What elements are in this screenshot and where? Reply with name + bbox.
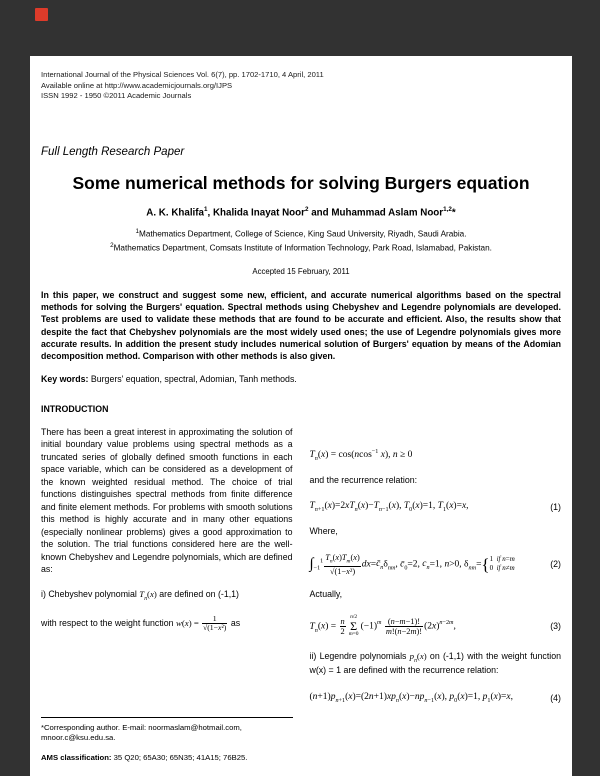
equation-content: $T_n(x)$ = $\frac{n}{2}$ n/2 Σ m=0 $(-1)^m$ $\frac{(n-m-1)!}{m!(n-2m)!}$ $(2x)^{n-2m}$, <box>309 614 456 638</box>
abstract-text: In this paper, we construct and suggest some new, efficient, and accurate numerical algorithms based on the spectral methods for solving the Burgers' equation. Spectral methods using Chebyshev and Legendre polynomials are developed. Test problems are used to validate these methods that are found to be accurate and efficient. Also, the results show that despite the fact that Chebyshev polynomials are the most widely used ones; the use of Legendre polynomials gives more accurate results. In addition the present study includes numerical solution of Burgers' equation by means of the Adomian decomposition method. Comparison with other methods is also given. <box>41 290 561 361</box>
left-column <box>41 404 293 776</box>
ams-text: 35 Q20; 65A30; 65N35; 41A15; 76B25. <box>111 753 248 763</box>
keywords-text: Burgers' equation, spectral, Adomian, Tanh methods. <box>88 373 297 384</box>
keywords-label: Key words: <box>41 373 89 384</box>
equation-3 <box>310 615 562 637</box>
actually-text: Actually, <box>309 588 343 599</box>
recurrence-intro-text: and the recurrence relation: <box>309 475 418 485</box>
equation-content: $T_n(x) = \cos(ncos^{-1}$ x), n ≥ 0 <box>309 448 413 462</box>
equation-number: (4) <box>550 692 561 703</box>
journal-volume-line: International Journal of the Physical Sciences Vol. 6(7), pp. 1702-1710, 4 April, 2011 <box>41 70 324 79</box>
legendre-item-text: ii) Legendre polynomials $p_n(x)$ on (-1,1) with the weight function w(x) = 1 are defined with the recurrence relation: <box>309 650 561 676</box>
authors-line: A. K. Khalifa$^1$, Khalida Inayat Noor$^2$ and Muhammad Aslam Noor$^{1,2}$* <box>146 205 456 219</box>
where-text: Where, <box>309 526 338 537</box>
equation-number: (3) <box>550 621 561 632</box>
equation-2 <box>310 553 562 576</box>
chebyshev-item-line-2: with respect to the weight function w(x) = $\frac{1}{\text{√(1−x²)}}$ as <box>41 613 241 633</box>
footnote-rule <box>41 717 293 718</box>
journal-issn-line: ISSN 1992 - 1950 ©2011 Academic Journals <box>41 91 192 101</box>
equation-content: $\int_{-1}^1$ $\frac{T_n(x)T_m(x)}{\text{√(1−x²)}}$ $dx=c̄_n\delta_{nm}$, $c̄_0=2$, $c_n=1$, n>0, $\delta_{nm}=$ { 1 if n=m 0 if n≠m <box>309 552 515 576</box>
equation-number: (2) <box>550 559 561 570</box>
red-marker-top <box>35 8 48 21</box>
journal-url-line: Available online at http://www.academicjournals.org/IJPS <box>41 80 233 90</box>
two-column-body <box>41 404 561 776</box>
footnote-block <box>41 717 293 776</box>
right-column <box>310 404 562 776</box>
article-type-label: Full Length Research Paper <box>41 145 185 158</box>
accepted-date: Accepted 15 February, 2011 <box>252 267 350 277</box>
equation-1 <box>310 501 562 513</box>
ams-classification <box>41 753 293 764</box>
document-page <box>30 56 572 776</box>
affiliation-2: $^2$Mathematics Department, Comsats Institute of Information Technology, Park Road, Islamabad, Pakistan. <box>110 242 492 253</box>
journal-header <box>41 70 561 102</box>
equation-content: $(n+1)p_{n+1}(x)=(2n+1)xp_n(x)-np_{n-1}(x)$, $p_0(x)=1$, $p_1(x)=x$, <box>309 691 513 704</box>
affiliations <box>41 227 561 255</box>
equation-number: (1) <box>550 502 561 513</box>
equation-4 <box>310 692 562 704</box>
affiliation-1: $^1$Mathematics Department, College of Science, King Saud University, Riyadh, Saudi Arabia. <box>135 228 467 239</box>
chebyshev-item-line-1: i) Chebyshev polynomial $T_n(x)$ are defined on (-1,1) <box>41 588 239 602</box>
equation-content: $T_{n+1}(x)=2xT_n(x)-T_{n-1}(x)$, $T_0(x)=1$, $T_1(x)=x$, <box>309 501 469 514</box>
keywords-line <box>41 374 561 384</box>
corresponding-author-note: *Corresponding author. E-mail: noormaslam@hotmail.com, mnoor.c@ksu.edu.sa. <box>41 722 242 743</box>
introduction-heading: INTRODUCTION <box>41 403 109 414</box>
introduction-paragraph: There has been a great interest in approximating the solution of initial boundary value problems using spectral methods as a truncated series of globally defined smooth functions in each space variable, which can be considered as a development of the known weighted residual method. The choice of trial functions distinguishes spectral methods from finite difference and finite element methods. For problems with smooth solutions this method is highly accurate and in many other equations (especially nonlinear problems) gives a good approximation to the solution. The trial functions considered here are the well-known Chebyshev and Legendre polynomials, which are defined as: <box>41 426 293 575</box>
ams-label: AMS classification: <box>41 753 112 763</box>
equation-chebyshev-definition <box>310 449 562 462</box>
article-title: Some numerical methods for solving Burgers equation <box>72 172 530 193</box>
